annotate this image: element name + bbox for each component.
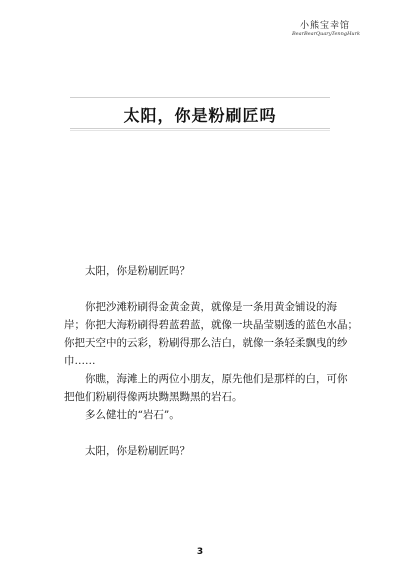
page-number: 3 (196, 547, 204, 557)
logo-text: 小熊宝幸馆 (300, 21, 351, 31)
title-rule-bottom (70, 128, 330, 129)
paragraph-2-line-3: 你把天空中的云彩，粉刷得那么洁白，就像一条轻柔飘曳的纱 (64, 337, 348, 349)
paragraph-5: 太阳，你是粉刷匠吗？ (85, 445, 190, 457)
paragraph-2-line-4: 巾…… (64, 355, 96, 367)
title-rule-top (70, 97, 330, 98)
title-block (0, 103, 400, 126)
logo-subtitle: BearBearQuaryTenngHurk (292, 31, 361, 37)
paragraph-1: 太阳，你是粉刷匠吗？ (85, 265, 190, 277)
publisher-logo (292, 18, 372, 44)
story-text (64, 262, 358, 460)
paragraph-3 (64, 370, 348, 406)
paragraph-4: 多么健壮的“岩石”。 (85, 409, 180, 421)
paragraph-3-line-2: 把他们粉刷得像两块黝黑黝黑的岩石。 (64, 391, 243, 403)
paragraph-3-line-1: 你瞧，海滩上的两位小朋友，原先他们是那样的白，可你 (85, 373, 348, 385)
paragraph-2-line-1: 你把沙滩粉刷得金黄金黄，就像是一条用黄金铺设的海 (85, 301, 337, 313)
page-title: 太阳，你是粉刷匠吗 (123, 106, 277, 125)
paragraph-2-line-2: 岸；你把大海粉刷得碧蓝碧蓝，就像一块晶莹剔透的蓝色水晶； (64, 319, 358, 331)
paragraph-2 (64, 298, 358, 370)
